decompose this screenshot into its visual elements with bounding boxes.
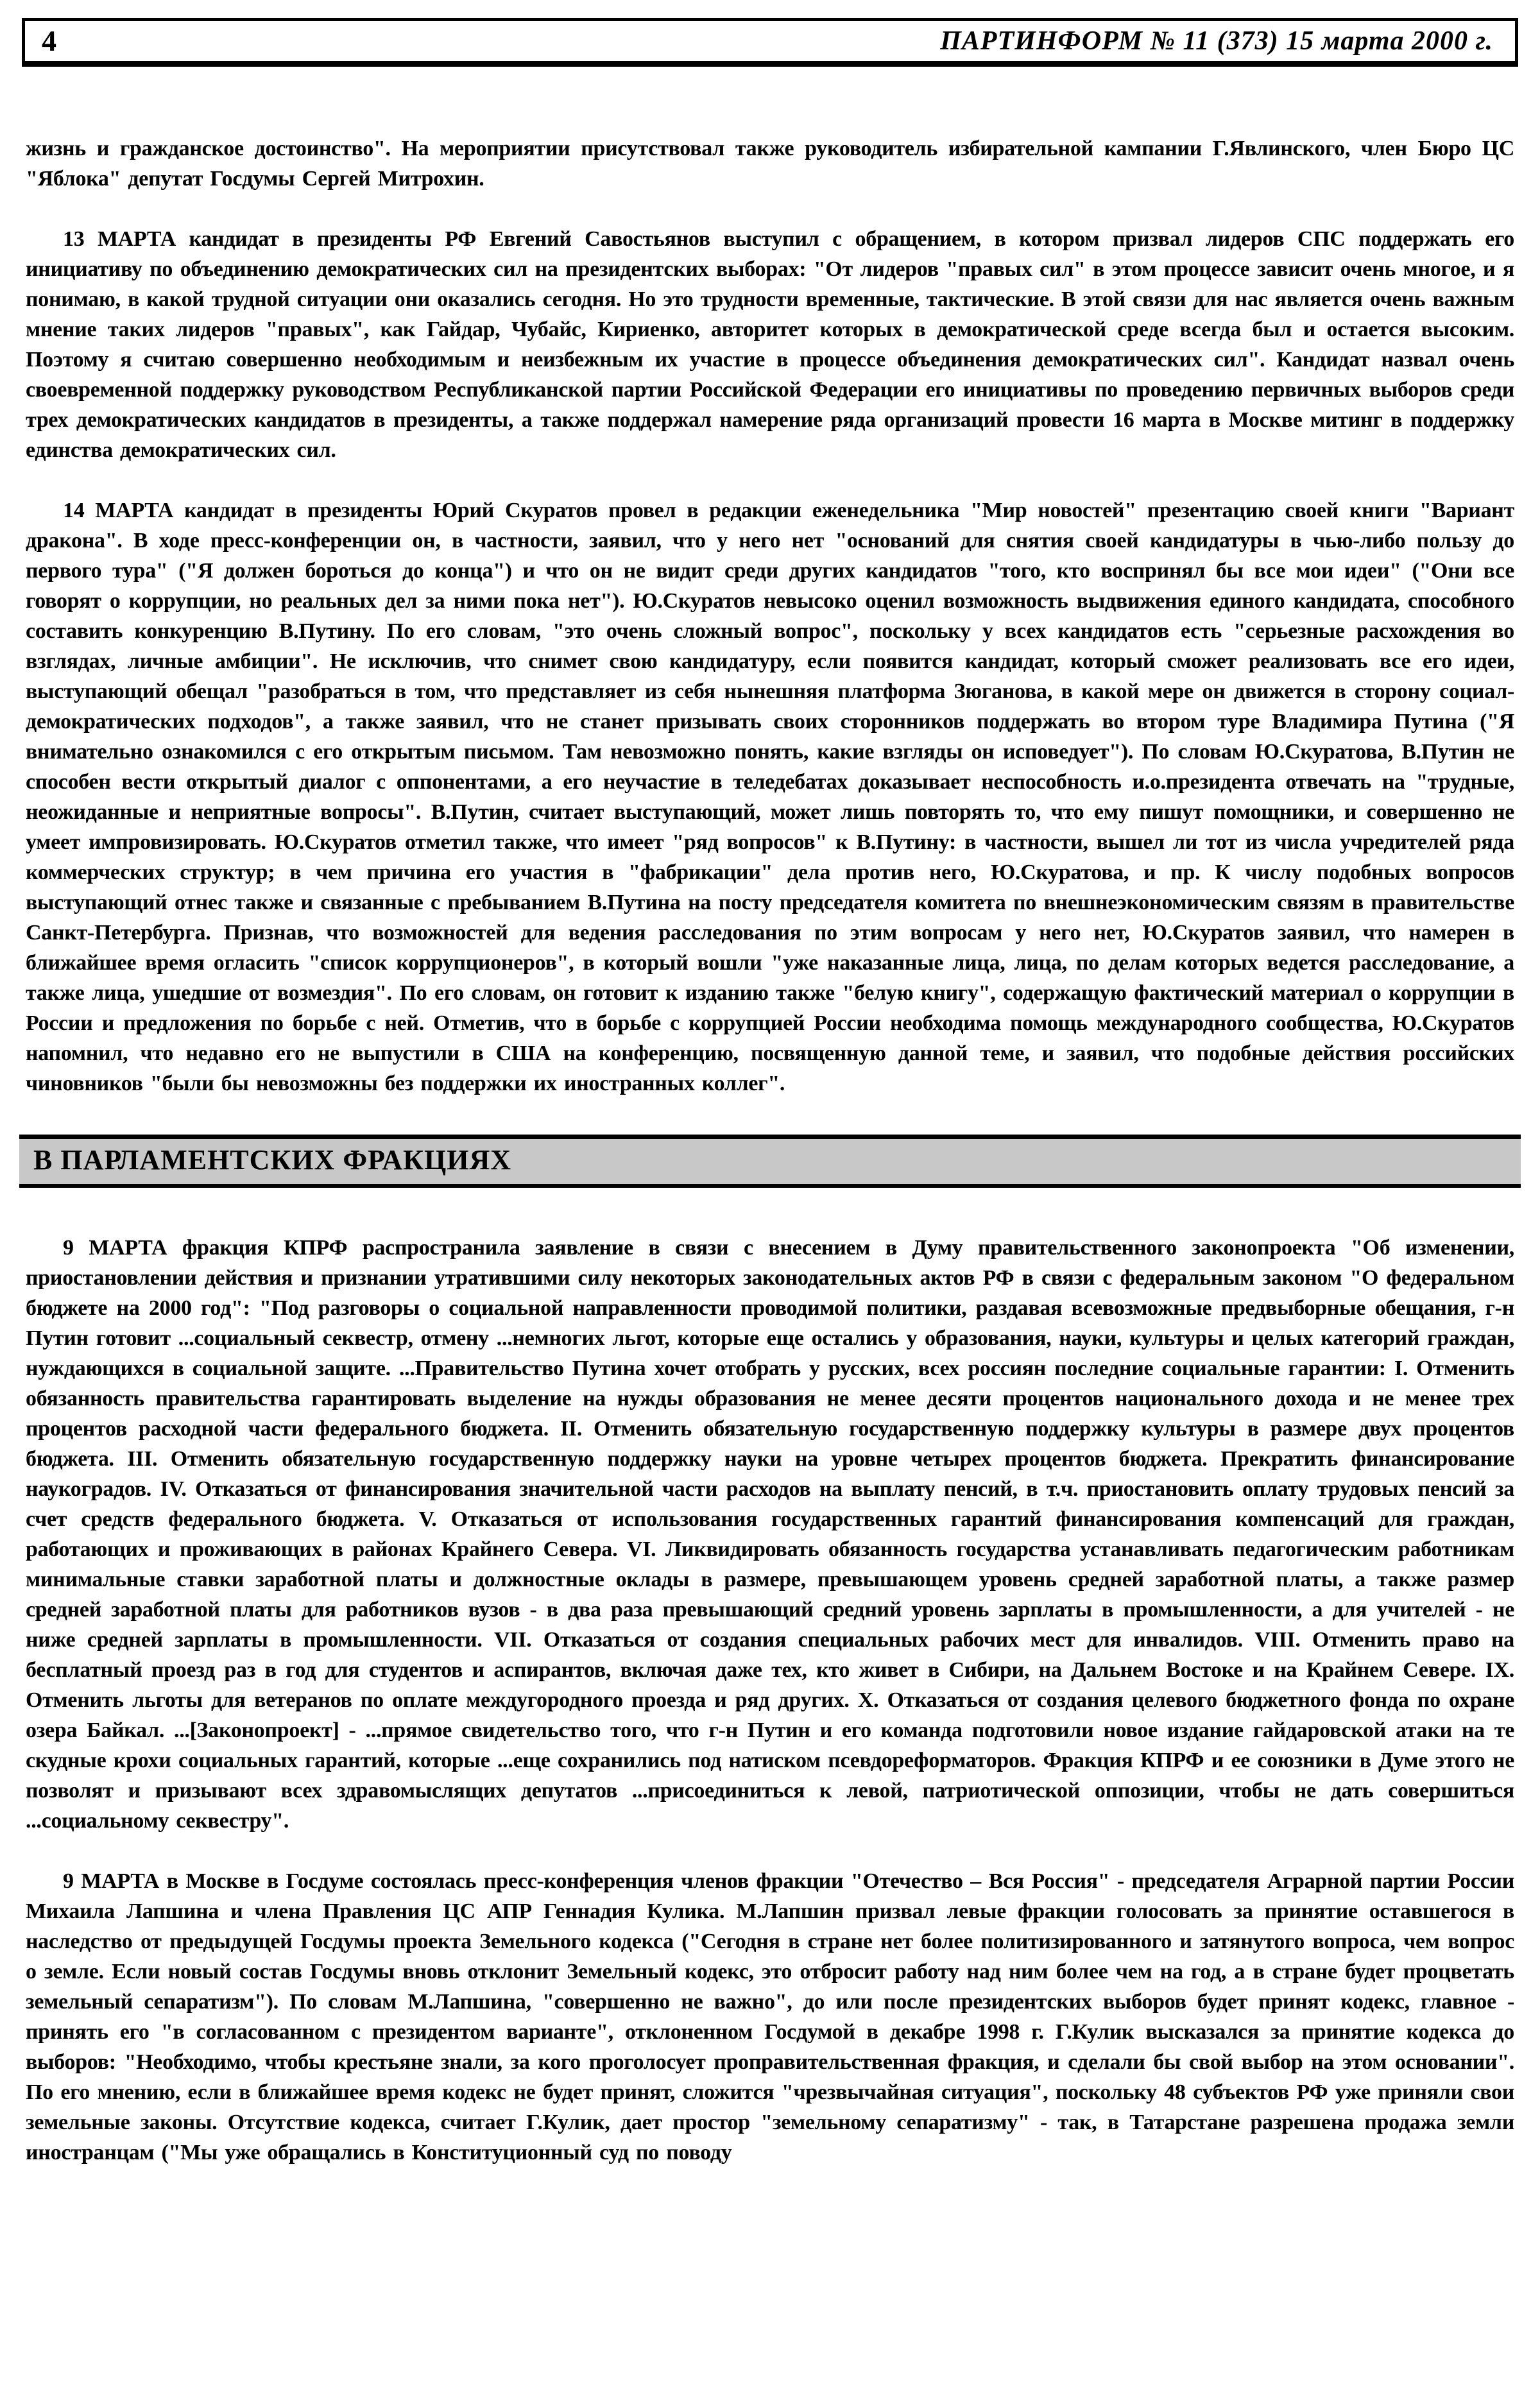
section-title: В ПАРЛАМЕНТСКИХ ФРАКЦИЯХ xyxy=(33,1144,512,1176)
page-number: 4 xyxy=(42,24,56,57)
masthead-title: ПАРТИНФОРМ № 11 (373) 15 марта 2000 г. xyxy=(940,26,1493,56)
paragraph-13-march-savostyanov: 13 МАРТА кандидат в президенты РФ Евгений Савостьянов выступил с обращением, в котором призвал лидеров СПС поддержать его инициативу по объединению демократических сил на президентских выборах: "От лидеров "правых сил" в этом процессе зависит очень многое, и я понимаю, в какой трудной ситуации они оказались сегодня. Но это трудности временные, тактические. В этой связи для нас является очень важным мнение таких лидеров "правых", как Гайдар, Чубайс, Кириенко, авторитет которых в демократической среде всегда был и остается высоким. Поэтому я считаю совершенно необходимым и неизбежным их участие в процессе объединения демократических сил". Кандидат назвал очень своевременной поддержку руководством Республиканской партии Российской Федерации его инициативы по проведению первичных выборов среди трех демократических кандидатов в президенты, а также поддержал намерение ряда организаций провести 16 марта в Москве митинг в поддержку единства демократических сил. xyxy=(26,227,1514,462)
paragraph-9-march-ovr: 9 МАРТА в Москве в Госдуме состоялась пресс-конференция членов фракции "Отечество – Вся Россия" - председателя Аграрной партии России Михаила Лапшина и члена Правления ЦС АПР Геннадия Кулика. М.Лапшин призвал левые фракции голосовать за принятие оставшегося в наследство от предыдущей Госдумы проекта Земельного кодекса ("Сегодня в стране нет более политизированного и затянутого вопроса, чем вопрос о земле. Если новый состав Госдумы вновь отклонит Земельный кодекс, это отбросит работу над ним более чем на год, а в стране будет процветать земельный сепаратизм"). По словам М.Лапшина, "совершенно не важно", до или после президентских выборов будет принят кодекс, главное - принять его "в согласованном с президентом варианте", отклоненном Госдумой в декабре 1998 г. Г.Кулик высказался за принятие кодекса до выборов: "Необходимо, чтобы крестьяне знали, за кого проголосует проправительственная фракция, и сделали бы свой выбор на этом основании". По его мнению, если в ближайшее время кодекс не будет принят, сложится "чрезвычайная ситуация", поскольку 48 субъектов РФ уже приняли свои земельные законы. Отсутствие кодекса, считает Г.Кулик, дает простор "земельному сепаратизму" - так, в Татарстане разрешена продажа земли иностранцам ("Мы уже обращались в Конституционный суд по поводу xyxy=(26,1869,1514,2165)
section-header-bar xyxy=(19,1135,1521,1188)
paragraph-14-march-skuratov: 14 МАРТА кандидат в президенты Юрий Скуратов провел в редакции еженедельника "Мир новостей" презентацию своей книги "Вариант дракона". В ходе пресс-конференции он, в частности, заявил, что у него нет "оснований для снятия своей кандидатуры в чью-либо пользу до первого тура" ("Я должен бороться до конца") и что он не видит среди других кандидатов "того, кто воспринял бы все мои идеи" ("Они все говорят о коррупции, но реальных дел за ними пока нет"). Ю.Скуратов невысоко оценил возможность выдвижения единого кандидата, способного составить конкуренцию В.Путину. По его словам, "это очень сложный вопрос", поскольку у всех кандидатов есть "серьезные расхождения во взглядах, личные амбиции". Не исключив, что снимет свою кандидатуру, если появится кандидат, который сможет реализовать все его идеи, выступающий обещал "разобраться в том, что представляет из себя нынешняя платформа Зюганова, в какой мере он движется в сторону социал-демократических подходов", а также заявил, что не станет призывать своих сторонников поддержать во втором туре Владимира Путина ("Я внимательно ознакомился с его открытым письмом. Там невозможно понять, какие взгляды он исповедует"). По словам Ю.Скуратова, В.Путин не способен вести открытый диалог с оппонентами, а его неучастие в теледебатах доказывает неспособность и.о.президента отвечать на "трудные, неожиданные и неприятные вопросы". В.Путин, считает выступающий, может лишь повторять то, что ему пишут помощники, и совершенно не умеет импровизировать. Ю.Скуратов отметил также, что имеет "ряд вопросов" к В.Путину: в частности, вышел ли тот из числа учредителей ряда коммерческих структур; в чем причина его участия в "фабрикации" дела против него, Ю.Скуратова, и пр. К числу подобных вопросов выступающий отнес также и связанные с пребыванием В.Путина на посту председателя комитета по внешнеэкономическим связям в правительстве Санкт-Петербурга. Признав, что возможностей для ведения расследования по этим вопросам у него нет, Ю.Скуратов заявил, что намерен в ближайшее время огласить "список коррупционеров", в который вошли "уже наказанные лица, лица, по делам которых ведется расследование, а также лица, ушедшие от возмездия". По его словам, он готовит к изданию также "белую книгу", содержащую фактический материал о коррупции в России и предложения по борьбе с ней. Отметив, что в борьбе с коррупцией России необходима помощь международного сообщества, Ю.Скуратов напомнил, что недавно его не выпустили в США на конференцию, посвященную данной теме, и заявил, что подобные действия российских чиновников "были бы невозможны без поддержки их иностранных коллег". xyxy=(26,499,1514,1095)
page-header xyxy=(22,18,1518,67)
paragraph-continuation: жизнь и гражданское достоинство". На мероприятии присутствовал также руководитель избирательной кампании Г.Явлинского, член Бюро ЦС "Яблока" депутат Госдумы Сергей Митрохин. xyxy=(26,137,1514,191)
paragraph-9-march-kprf: 9 МАРТА фракция КПРФ распространила заявление в связи с внесением в Думу правительственного законопроекта "Об изменении, приостановлении действия и признании утратившими силу некоторых законодательных актов РФ в связи с федеральным законом "О федеральном бюджете на 2000 год": "Под разговоры о социальной направленности проводимой политики, раздавая всевозможные предвыборные обещания, г-н Путин готовит ...социальный секвестр, отмену ...немногих льгот, которые еще остались у образования, науки, культуры и целых категорий граждан, нуждающихся в социальной защите. ...Правительство Путина хочет отобрать у русских, всех россиян последние социальные гарантии: I. Отменить обязанность правительства гарантировать выделение на нужды образования не менее десяти процентов национального дохода и не менее трех процентов расходной части федерального бюджета. II. Отменить обязательную государственную поддержку культуры в размере двух процентов бюджета. III. Отменить обязательную государственную поддержку науки на уровне четырех процентов бюджета. Прекратить финансирование наукоградов. IV. Отказаться от финансирования значительной части расходов на выплату пенсий, в т.ч. приостановить оплату трудовых пенсий за счет средств федерального бюджета. V. Отказаться от использования государственных гарантий финансирования компенсаций для граждан, работающих и проживающих в районах Крайнего Севера. VI. Ликвидировать обязанность государства устанавливать педагогическим работникам минимальные ставки заработной платы и должностные оклады в размере, превышающем уровень средней заработной платы, а также размер средней заработной платы для работников вузов - в два раза превышающий средний уровень зарплаты в промышленности, а для учителей - не ниже средней зарплаты в промышленности. VII. Отказаться от создания специальных рабочих мест для инвалидов. VIII. Отменить право на бесплатный проезд раз в год для студентов и аспирантов, включая даже тех, кто живет в Сибири, на Дальнем Востоке и на Крайнем Севере. IX. Отменить льготы для ветеранов по оплате междугородного проезда и ряд других. X. Отказаться от создания целевого бюджетного фонда по охране озера Байкал. ...[Законопроект] - ...прямое свидетельство того, что г-н Путин и его команда подготовили новое издание гайдаровской атаки на те скудные крохи социальных гарантий, которые ...еще сохранились под натиском псевдореформаторов. Фракция КПРФ и ее союзники в Думе этого не позволят и призывают всех здравомыслящих депутатов ...присоединиться к левой, патриотической оппозиции, чтобы не дать совершиться ...социальному секвестру". xyxy=(26,1236,1514,1833)
page-body xyxy=(26,133,1514,2198)
